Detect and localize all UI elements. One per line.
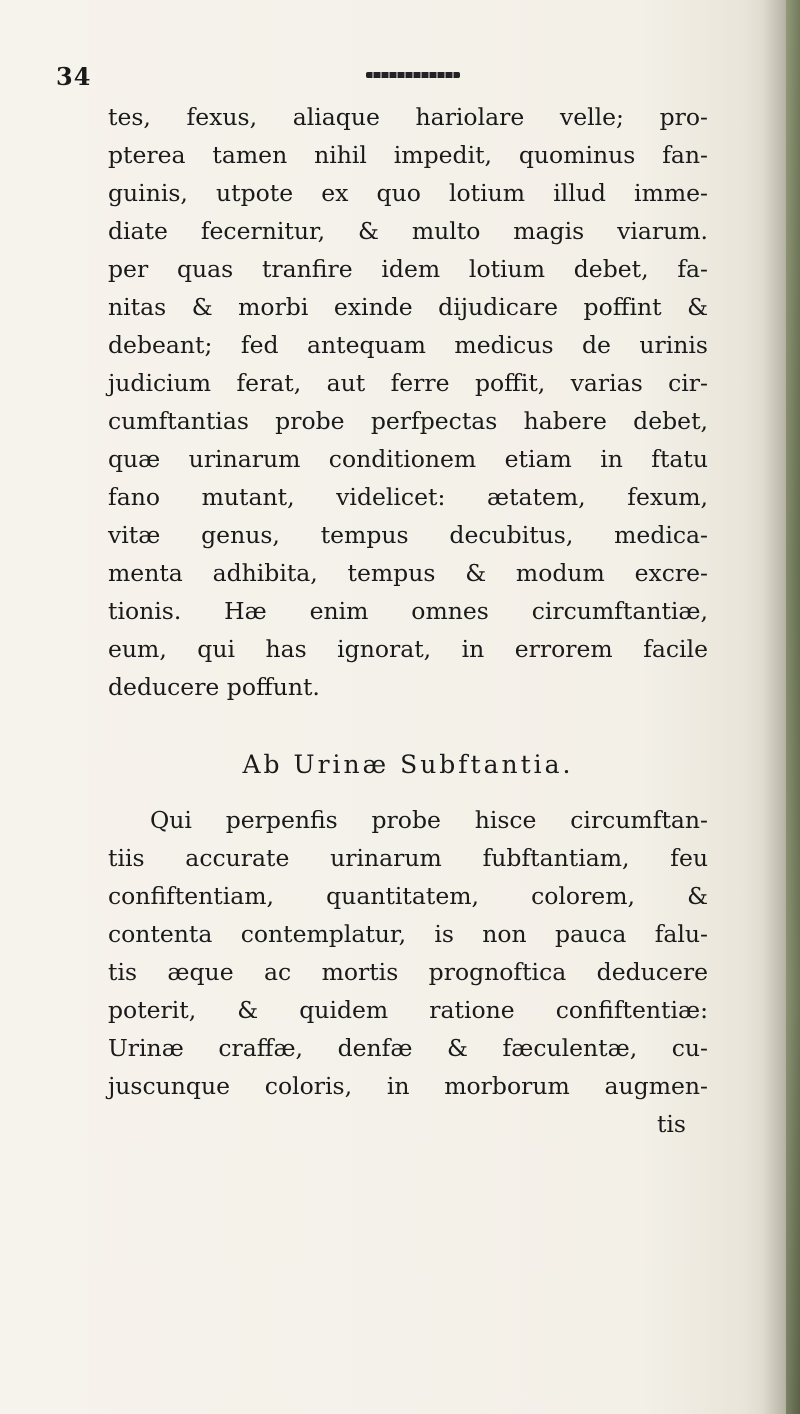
text-line: Urinæ craffæ, denfæ & fæculentæ, cu- xyxy=(108,1034,708,1062)
text-line: tionis. Hæ enim omnes circumftantiæ, xyxy=(108,597,708,625)
text-line: Qui perpenfis probe hisce circumftan- xyxy=(150,806,708,834)
text-line: deducere poffunt. xyxy=(108,673,320,701)
text-line: pterea tamen nihil impedit, quominus fan- xyxy=(108,141,708,169)
section-heading: Ab Urinæ Subftantia. xyxy=(242,750,574,779)
catchword: tis xyxy=(656,1110,686,1138)
page-number: 34 xyxy=(56,62,92,91)
text-line: diate fecernitur, & multo magis viarum. xyxy=(108,217,708,245)
text-line: quæ urinarum conditionem etiam in ftatu xyxy=(108,445,708,473)
text-line: guinis, utpote ex quo lotium illud imme- xyxy=(108,179,708,207)
text-line: per quas tranfire idem lotium debet, fa- xyxy=(108,255,708,283)
text-line: judicium ferat, aut ferre poffit, varias cir- xyxy=(108,369,708,397)
text-line: menta adhibita, tempus & modum excre- xyxy=(108,559,708,587)
text-line: fano mutant, videlicet: ætatem, fexum, xyxy=(108,483,708,511)
text-line: confiftentiam, quantitatem, colorem, & xyxy=(108,882,708,910)
paragraph-1 xyxy=(108,98,708,706)
page-edge-binding xyxy=(786,0,800,1414)
text-line: tes, fexus, aliaque hariolare velle; pro- xyxy=(108,103,708,131)
text-line: nitas & morbi exinde dijudicare poffint & xyxy=(108,293,708,321)
ornament-bar xyxy=(366,72,460,78)
paragraph-2 xyxy=(108,801,708,1143)
text-line: juscunque coloris, in morborum augmen- xyxy=(108,1072,708,1100)
text-line: debeant; fed antequam medicus de urinis xyxy=(108,331,708,359)
text-line: vitæ genus, tempus decubitus, medica- xyxy=(108,521,708,549)
text-line: contenta contemplatur, is non pauca falu- xyxy=(108,920,708,948)
text-line: tiis accurate urinarum fubftantiam, feu xyxy=(108,844,708,872)
text-line: cumftantias probe perfpectas habere debet, xyxy=(108,407,708,435)
text-line: eum, qui has ignorat, in errorem facile xyxy=(108,635,708,663)
header-ornament xyxy=(366,70,460,80)
text-line: poterit, & quidem ratione confiftentiæ: xyxy=(108,996,708,1024)
text-line: tis æque ac mortis prognoftica deducere xyxy=(108,958,708,986)
